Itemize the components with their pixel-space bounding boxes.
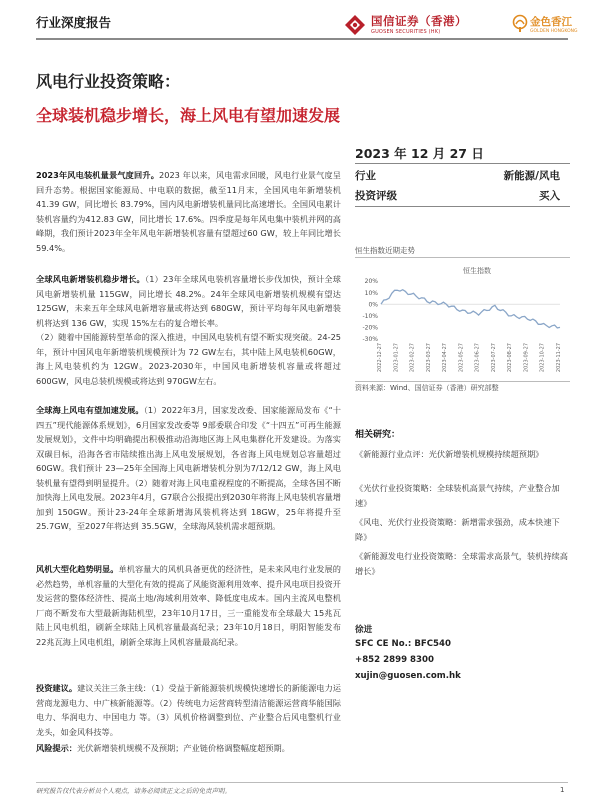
header-divider [36,38,568,40]
footer-disclaimer: 研究报告仅代表分析员个人观点，请务必阅读正文之后的免责声明。 [36,787,231,795]
paragraph-text: （1）23年全球风电装机容量增长步伐加快，预计全球风电新增装机量 115GW，同比增长 48.2%。24年全球风电新增装机规模有望达125GW，未来五年全球风电新增容量或将达到 680GW，预计平均每年风电新增装机将达到 136 GW，实现 15%左右的复合增长率。 [36,274,341,328]
paragraph-turbine-scale [36,562,341,649]
chart-y-tick-label: 20% [364,278,378,286]
chart-x-tick-label: 2023-02-27 [409,343,416,373]
report-date: 2023 年 12 月 27 日 [355,146,484,161]
chart-x-tick-label: 2023-05-27 [458,343,465,373]
chart-x-tick-label: 2023-11-27 [556,343,562,373]
paragraph-global-growth [36,272,341,330]
chart-legend-label: 恒生指数 [463,267,491,275]
related-research-heading: 相关研究： [355,430,401,440]
guosen-logo [344,13,467,41]
paragraph-text: 单机容量大的风机具备更优的经济性，是未来风电行业发展的必然趋势，单机容量的大型化有效的提高了风能资源利用效率、提升风电项目投资开发运营的整体经济性、提高土地/海域利用效率、降低度电成本。国内主流风电整机厂商不断发布大型最新海陆机型，23年10月17日，三一重能发布全球最大 15兆瓦陆上风电机组，刷新全球陆上风机容量最高纪录；23年10月18日，明阳智能发布 22兆瓦海上风电机组，刷新全球海上风机容量最高纪录。 [36,564,341,647]
chart-top-rule [355,257,570,258]
paragraph-risk [36,741,341,756]
chart-x-tick-label: 2023-10-27 [539,343,546,373]
chart-source: 资料来源：Wind、国信证券（香港）研究部整 [355,384,499,392]
chart-y-tick-label: -10% [362,313,378,320]
paragraph-text: 建议关注三条主线：（1）受益于新能源装机规模快速增长的新能源电力运营商龙源电力、中广核新能源等。（2）传统电力运营商转型清洁能源运营商华能国际电力、华润电力、中国电力 等。（3）风机价格调整到位、产业整合后风电整机行业龙头，如金风科技等。 [36,683,341,737]
chart-y-tick-label: 10% [364,289,378,297]
paragraph-lead: 全球风电新增装机稳步增长。 [36,274,145,284]
paragraph-text: （2）随着中国能源转型革命的深入推进，中国风电装机有望不断实现突破。24-25年，预计中国风电年新增装机规模预计为 72 GW左右，其中陆上风电装机60GW，海上风电装机约为 12GW。2023-2030年，中国风电新增装机容量或将超过 600GW，风电总装机规模或将达到 970GW左右。 [36,332,341,386]
chart-x-tick-label: 2022-12-27 [377,343,383,373]
paragraph-installation-recovery [36,168,341,255]
chart-y-tick-label: -30% [362,336,378,344]
related-report-link[interactable]: 《新能源发电行业投资策略：全球需求高景气，装机持续高增长》 [355,551,568,576]
chart-x-tick-label: 2023-04-27 [442,343,449,373]
chart-x-tick-label: 2023-06-27 [474,343,481,373]
related-report-link[interactable]: 《新能源行业点评：光伏新增装机规模持续超预期》 [355,449,544,459]
chart-y-tick-label: -20% [362,324,378,332]
rating-label: 投资评级 [355,190,397,202]
chart-y-tick-label: 0% [368,301,378,309]
guosen-logo-icon [344,14,366,36]
industry-label: 行业 [355,170,376,182]
chart-x-tick-label: 2023-08-27 [507,343,514,373]
chart-x-tick-label: 2023-07-27 [490,343,497,373]
chart-title: 恒生指数近期走势 [355,246,415,255]
report-type: 行业深度报告 [36,15,112,30]
golden-hk-logo-cn: 金色香江 [530,16,572,28]
report-title: 风电行业投资策略： [36,72,181,91]
paragraph-lead: 2023年风电装机量景气度回升。 [36,170,160,180]
analyst-ce-number: SFC CE No.: BFC540 [355,639,451,649]
paragraph-text: （1）2022年3月，国家发改委、国家能源局发布《“十四五”现代能源体系规划》，6月国家发改委等 9部委联合印发《“十四五”可再生能源发展规划》，文件中均明确提出积极推动沿海地区海上风电集群化开发建设。为落实双碳目标，沿海各省市陆续推出海上风电发展规划，各省海上风电规划总容量超过 60GW。我们预计 23—25年全国海上风电新增装机分别为7/12/12 GW，海上风电装机量有望得到明显提升。（2）随着对海上风电重视程度的不断提高，全球各国不断加快海上风电发展。2023年4月，G7联合公报提出到2030年将海上风电装机容量增加到 150GW。预计23-24年全球新增海风装机将达到 18GW，25年将提升至25.7GW，至2027年将达到 35.5GW，全球海风装机需求超预期。 [36,405,341,531]
sidebar-divider [355,206,570,207]
paragraph-lead: 全球海上风电有望加速发展。 [36,405,144,415]
chart-x-tick-label: 2023-09-27 [523,343,530,373]
chart-series-hsi [381,290,560,328]
industry-value: 新能源/风电 [503,170,560,182]
paragraph-lead: 投资建议。 [36,683,78,693]
chart-bottom-rule [355,381,570,382]
guosen-logo-cn: 国信证券（香港） [371,14,467,28]
hsi-chart [355,259,570,379]
chart-x-tick-label: 2023-03-27 [425,343,432,373]
rating-row [355,188,560,203]
page-number: 1 [560,786,565,794]
paragraph-lead: 风险提示： [36,743,77,753]
footer-divider [36,782,568,783]
chart-x-tick-label: 2023-01-27 [393,343,400,373]
analyst-name: 徐进 [355,625,373,635]
rating-value: 买入 [539,190,560,202]
golden-hk-logo-en: GOLDEN HONGKONG [530,29,578,34]
industry-row [355,168,560,183]
report-subtitle: 全球装机稳步增长，海上风电有望加速发展 [36,106,341,125]
guosen-logo-en: GUOSEN SECURITIES (HK) [371,29,441,35]
related-report-link[interactable]: 《风电、光伏行业投资策略：新增需求强劲，成本快速下降》 [355,517,560,542]
paragraph-text: 光伏新增装机规模不及预期；产业链价格调整幅度超预期。 [76,743,290,753]
paragraph-text: 2023 年以来，风电需求回暖，风电行业景气度呈回升态势。根据国家能源局、中电联的数据，截至11月末，全国风电年新增装机41.39 GW，同比增长 83.79%，国内风电新增装机量同比高速增长。全国风电累计装机容量约为412.83 GW，同比增长 17.6%。四季度是每年风电集中装机并网的高峰期，我们预计2023年全年风电年新增装机容量有望超过60 GW，较上年同比增长 59.4%。 [36,170,341,253]
paragraph-china-growth [36,330,341,388]
analyst-phone: +852 2899 8300 [355,655,434,665]
sidebar-divider [355,163,570,164]
analyst-email[interactable]: xujin@guosen.com.hk [355,671,461,681]
paragraph-lead: 风机大型化趋势明显。 [36,564,119,574]
paragraph-investment-advice [36,681,341,739]
related-report-link[interactable]: 《光伏行业投资策略：全球装机高景气持续，产业整合加速》 [355,483,560,508]
paragraph-offshore [36,403,341,534]
golden-hk-logo-icon [512,14,528,32]
